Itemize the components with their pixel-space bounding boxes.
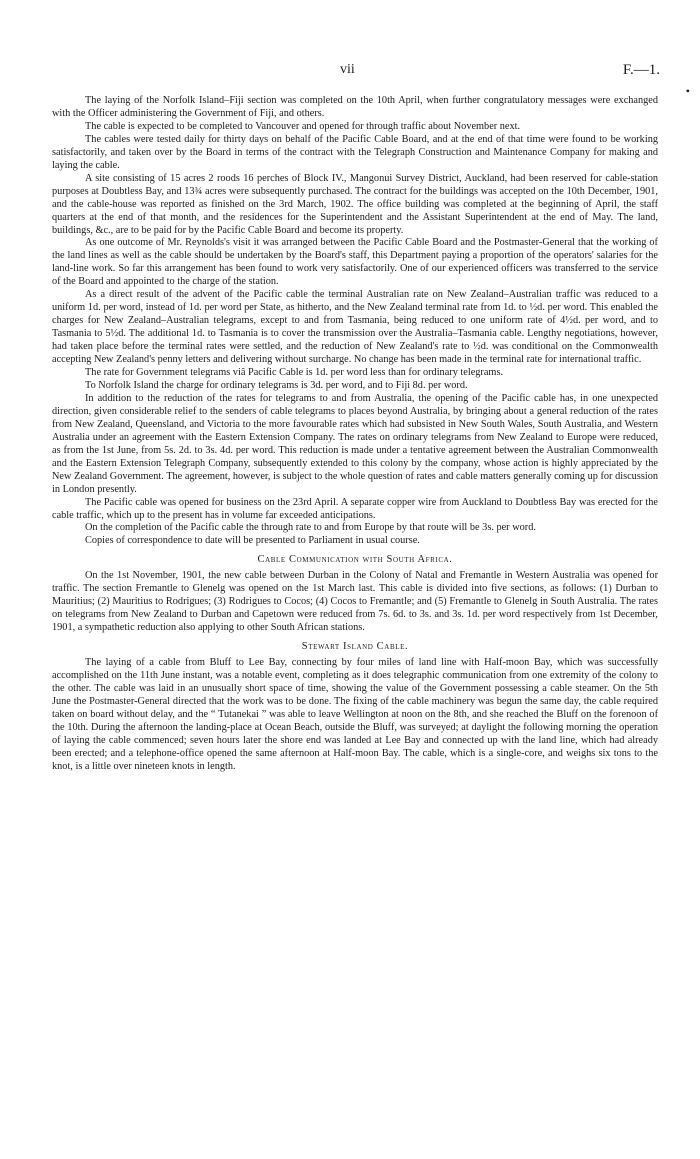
section-heading-stewart-island: Stewart Island Cable. bbox=[301, 641, 409, 653]
paragraph: The cable is expected to be completed to Vancouver and opened for through traffic about November next. bbox=[85, 120, 521, 132]
paragraph: Copies of correspondence to date will be presented to Parliament in usual course. bbox=[85, 535, 420, 547]
paragraph: As a direct result of the advent of the Pacific cable the terminal Australian rate on New Zealand–Australian traffic was reduced to a uniform 1d. per word, instead of 1d. per word per State, as hitherto, and the New Zealand terminal rate from 1d. to ½d. per word. This enabled the charges for New Zealand–Australian telegrams, except to and from Tasmania, being reduced to one uniform rate of 4½d. per word, and to Tasmania to 5½d. The additional 1d. to Tasmania is to cover the transmission over the Australia–Tasmania cable. Lengthy negotiations, however, had taken place before the terminal rates were settled, and the reduction of New Zealand's rate to ½d. was conditional on the Commonwealth accepting New Zealand's penny letters and delivering without surcharge. No change has been made in the terminal rate for international traffic. bbox=[52, 289, 658, 366]
margin-mark: • bbox=[685, 84, 690, 98]
paragraph: The cables were tested daily for thirty days on behalf of the Pacific Cable Board, and at the end of that time were found to be working satisfactorily, and taken over by the Board in terms of the contract with the Telegraph Construction and Maintenance Company for making and laying the cable. bbox=[52, 133, 658, 171]
page-number: vii bbox=[340, 62, 355, 77]
paragraph: As one outcome of Mr. Reynolds's visit it was arranged between the Pacific Cable Board and the Postmaster-General that the working of the land lines as well as the cable should be undertaken by the Board's staff, this Department paying a proportion of the operators' salaries for the land-line work. So far this arrangement has been found to work very satisfactorily. One of our experienced officers was transferred to the service of the Board and appointed to the charge of the station. bbox=[52, 237, 658, 288]
paragraph: The Pacific cable was opened for business on the 23rd April. A separate copper wire from Auckland to Doubtless Bay was erected for the cable traffic, which up to the present has in volume far exceeded anticipations. bbox=[52, 496, 658, 521]
paragraph: The laying of a cable from Bluff to Lee Bay, connecting by four miles of land line with Half-moon Bay, which was successfully accomplished on the 11th June instant, was a notable event, completing as it does telegraphic communication from one extremity of the colony to the other. The cable was laid in an unusually short space of time, showing the value of the Government possessing a cable steamer. On the 5th June the Postmaster-General directed that the work was to be done. The fixing of the cable machinery was begun the same day, the cable required taken on board without delay, and the “ Tutanekai ” was able to leave Wellington at noon on the 8th, and she reached the Bluff on the forenoon of the 10th. During the afternoon the landing-place at Ocean Beach, outside the Bluff, was surveyed; at daylight the following morning the operation of laying the cable commenced; seven hours later the shore end was landed at Lee Bay and connected up with the land line, which had already been erected; and a telephone-office opened the same afternoon at Half-moon Bay. The cable, which is a single-core, and weighs six tons to the knot, is a little over nineteen knots in length. bbox=[52, 657, 658, 772]
paragraph: The rate for Government telegrams viâ Pacific Cable is 1d. per word less than for ordinary telegrams. bbox=[85, 367, 504, 379]
page-header bbox=[0, 62, 700, 98]
paragraph: In addition to the reduction of the rates for telegrams to and from Australia, the opening of the Pacific cable has, in one unexpected direction, given considerable relief to the senders of cable telegrams to places beyond Australia, by bringing about a general reduction of the rates from New Zealand, Queensland, and Victoria to the more favourable rates which had subsisted in New South Wales, South Australia, and Western Australia under an agreement with the Eastern Extension Company. The rates on ordinary telegrams from New Zealand to Europe were reduced, as from the 1st June, from 5s. 2d. to 3s. 4d. per word. This reduction is made under a tentative agreement between the Australian Commonwealth and the Eastern Extension Telegraph Company, subsequently extended to this colony by the company, whose action is highly appreciated by the New Zealand Government. The agreement, however, is subject to the whole question of rates and cable matters generally coming up for discussion in London presently. bbox=[52, 392, 658, 495]
document-body bbox=[52, 95, 658, 774]
paragraph: On the completion of the Pacific cable the through rate to and from Europe by that route will be 3s. per word. bbox=[85, 522, 536, 534]
paragraph: To Norfolk Island the charge for ordinary telegrams is 3d. per word, and to Fiji 8d. per word. bbox=[85, 379, 468, 391]
paragraph: The laying of the Norfolk Island–Fiji section was completed on the 10th April, when further congratulatory messages were exchanged with the Officer administering the Government of Fiji, and others. bbox=[52, 95, 658, 119]
section-heading-south-africa: Cable Communication with South Africa. bbox=[257, 554, 453, 566]
paragraph: A site consisting of 15 acres 2 roods 16 perches of Block IV., Mangonui Survey District, Auckland, had been reserved for cable-station purposes at Doubtless Bay, and 13¾ acres were subsequently purchased. The contract for the buildings was accepted on the 10th December, 1901, and the cable-house was reported as finished on the 3rd March, 1902. The office building was completed at the beginning of April, the staff quarters at the end of that month, and the residences for the Superintendent and the Assistant Superintendent at the end of May. The land, buildings, &c., are to be paid for by the Pacific Cable Board and become its property. bbox=[52, 172, 658, 236]
paragraph: On the 1st November, 1901, the new cable between Durban in the Colony of Natal and Fremantle in Western Australia was opened for traffic. The section Fremantle to Glenelg was opened on the 1st March last. This cable is divided into five sections, as follows: (1) Durban to Mauritius; (2) Mauritius to Rodrigues; (3) Rodrigues to Cocos; (4) Cocos to Fremantle; and (5) Fremantle to Glenelg in South Australia. The rates on telegrams from New Zealand to Durban and Capetown were reduced from 7s. 6d. to 3s. and 3s. 1d. per word respectively from 1st December, 1901, a sympathetic reduction also applying to other South African stations. bbox=[52, 570, 658, 634]
document-reference: F.—1. bbox=[622, 62, 660, 78]
